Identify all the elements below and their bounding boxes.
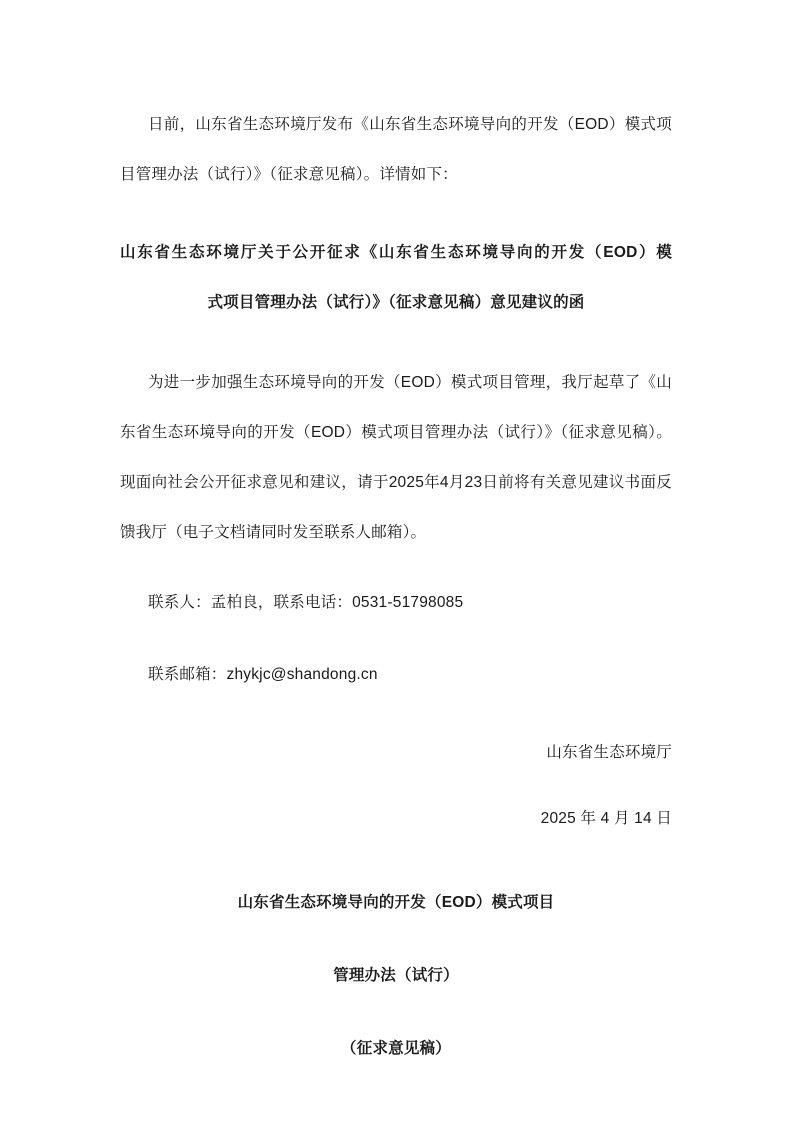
letter-title-line-1: 山东省生态环境厅关于公开征求《山东省生态环境导向的开发（EOD）模 bbox=[120, 244, 672, 261]
regulation-title-line-1: 山东省生态环境导向的开发（EOD）模式项目 bbox=[237, 894, 555, 911]
letter-title-line-2: 式项目管理办法（试行）》（征求意见稿）意见建议的函 bbox=[207, 294, 585, 311]
contact-email-line: 联系邮箱：zhykjc@shandong.cn bbox=[148, 666, 378, 683]
letter-title bbox=[120, 200, 672, 328]
lead-paragraph: 日前，山东省生态环境厅发布《山东省生态环境导向的开发（EOD）模式项目管理办法（试行）》（征求意见稿）。详情如下： bbox=[120, 116, 672, 183]
notice-body-paragraph: 为进一步加强生态环境导向的开发（EOD）模式项目管理，我厅起草了《山东省生态环境导向的开发（EOD）模式项目管理办法（试行）》（征求意见稿）。现面向社会公开征求意见和建议，请于2025年4月23日前将有关意见建议书面反馈我厅（电子文档请同时发至联系人邮箱）。 bbox=[120, 374, 672, 541]
regulation-title-line-2: 管理办法（试行） bbox=[333, 967, 459, 984]
contact-person-line: 联系人：孟柏良，联系电话：0531-51798085 bbox=[148, 594, 464, 611]
regulation-title-line-3: （征求意见稿） bbox=[341, 1040, 451, 1057]
signature-date: 2025 年 4 月 14 日 bbox=[540, 810, 672, 827]
signature-organization: 山东省生态环境厅 bbox=[546, 744, 672, 761]
document-body bbox=[120, 0, 672, 1074]
